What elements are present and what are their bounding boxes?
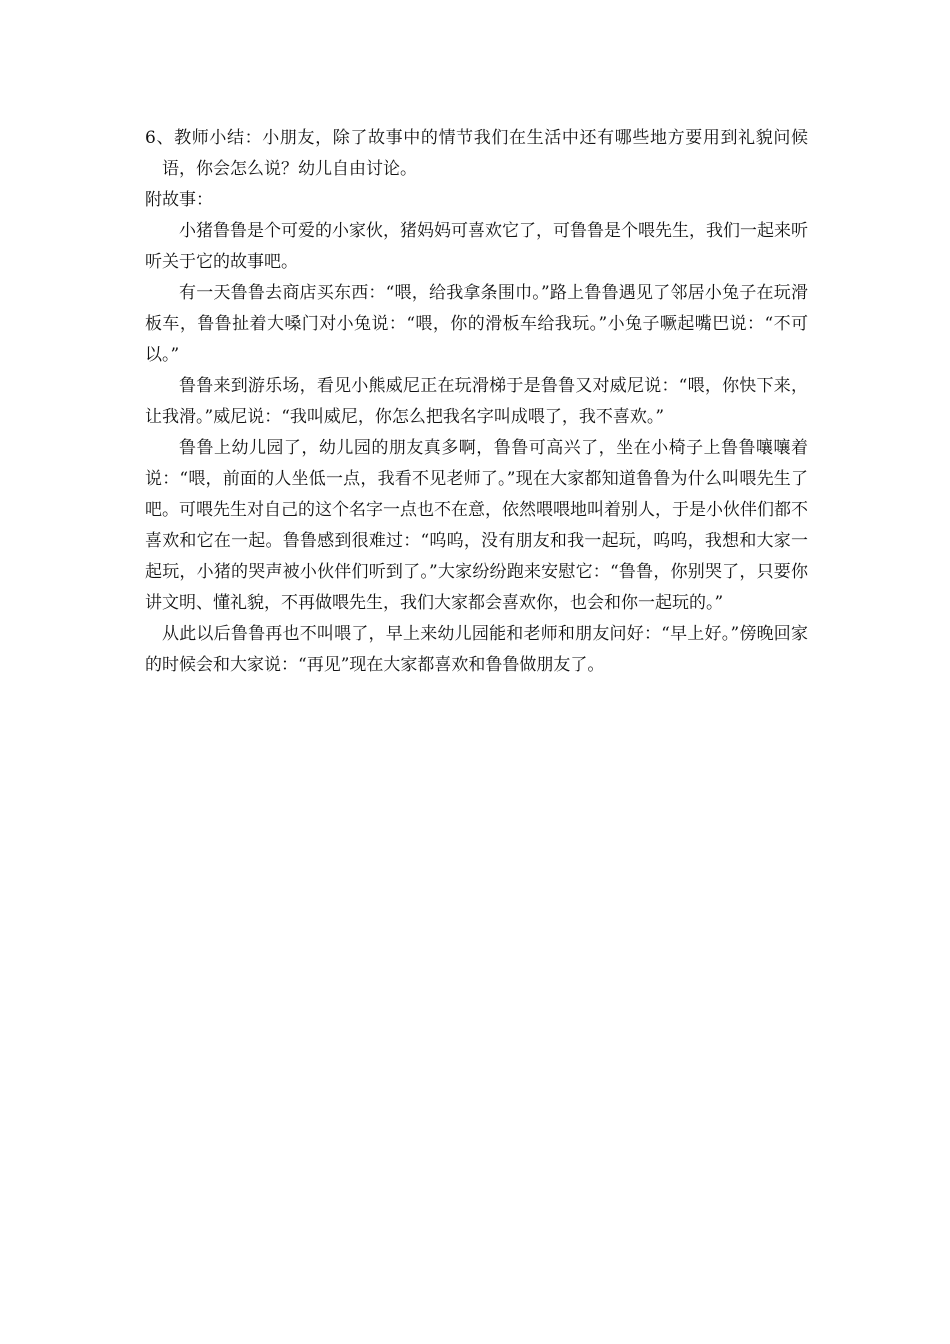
document-body bbox=[145, 123, 808, 681]
story-paragraph-1: 小猪鲁鲁是个可爱的小家伙，猪妈妈可喜欢它了，可鲁鲁是个喂先生，我们一起来听听关于它的故事吧。 bbox=[145, 221, 808, 272]
story-paragraph-2: 有一天鲁鲁去商店买东西：“喂，给我拿条围巾。”路上鲁鲁遇见了邻居小兔子在玩滑板车，鲁鲁扯着大嗓门对小兔说：“喂，你的滑板车给我玩。”小兔子噘起嘴巴说：“不可以。” bbox=[145, 283, 808, 365]
story-paragraph-4: 鲁鲁上幼儿园了，幼儿园的朋友真多啊，鲁鲁可高兴了，坐在小椅子上鲁鲁嚷嚷着说：“喂，前面的人坐低一点，我看不见老师了。”现在大家都知道鲁鲁为什么叫喂先生了吧。可喂先生对自己的这个名字一点也不在意，依然喂喂地叫着别人，于是小伙伴们都不喜欢和它在一起。鲁鲁感到很难过：“呜呜，没有朋友和我一起玩，呜呜，我想和大家一起玩，小猪的哭声被小伙伴们听到了。”大家纷纷跑来安慰它：“鲁鲁，你别哭了，只要你讲文明、懂礼貌，不再做喂先生，我们大家都会喜欢你，也会和你一起玩的。” bbox=[145, 438, 808, 613]
story-paragraph-3: 鲁鲁来到游乐场，看见小熊威尼正在玩滑梯于是鲁鲁又对威尼说：“喂，你快下来，让我滑。”威尼说：“我叫威尼，你怎么把我名字叫成喂了，我不喜欢。” bbox=[145, 376, 808, 427]
appendix-heading: 附故事： bbox=[145, 190, 213, 210]
story-paragraph-final: 从此以后鲁鲁再也不叫喂了，早上来幼儿园能和老师和朋友问好：“早上好。”傍晚回家的时候会和大家说：“再见”现在大家都喜欢和鲁鲁做朋友了。 bbox=[145, 624, 808, 675]
item-6-teacher-summary: 6、教师小结：小朋友，除了故事中的情节我们在生活中还有哪些地方要用到礼貌问候语，你会怎么说？幼儿自由讨论。 bbox=[145, 128, 808, 179]
